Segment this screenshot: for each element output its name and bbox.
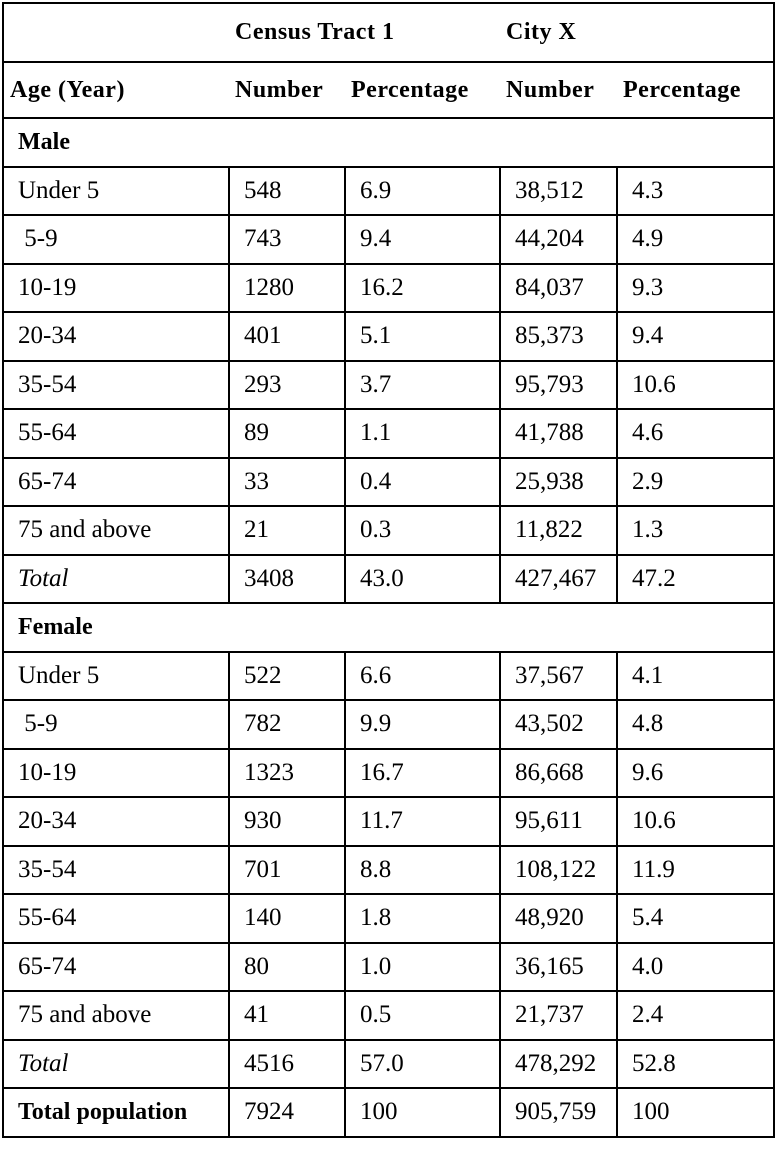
city-number-cell: 36,165 — [500, 943, 617, 992]
city-percentage-cell: 4.9 — [617, 215, 774, 264]
table-row — [3, 991, 774, 1040]
section-total-row — [3, 555, 774, 604]
ct-percentage-cell: 9.9 — [345, 700, 500, 749]
age-group-cell: 55-64 — [3, 894, 229, 943]
ct-percentage-cell: 5.1 — [345, 312, 500, 361]
ct-number-cell: 140 — [229, 894, 345, 943]
city-percentage-cell: 9.6 — [617, 749, 774, 798]
ct-number-cell: 701 — [229, 846, 345, 895]
header-row-groups — [3, 3, 774, 62]
age-group-cell: 65-74 — [3, 458, 229, 507]
city-percentage-cell: 52.8 — [617, 1040, 774, 1089]
section-total-row — [3, 1040, 774, 1089]
ct-number-cell: 522 — [229, 652, 345, 701]
age-group-cell: Under 5 — [3, 652, 229, 701]
city-percentage-cell: 2.9 — [617, 458, 774, 507]
age-group-cell: 10-19 — [3, 264, 229, 313]
ct-number-cell: 41 — [229, 991, 345, 1040]
age-group-cell: 65-74 — [3, 943, 229, 992]
ct-percentage-cell: 16.2 — [345, 264, 500, 313]
table-row — [3, 215, 774, 264]
city-number-cell: 108,122 — [500, 846, 617, 895]
city-number-cell: 905,759 — [500, 1088, 617, 1137]
ct-number-cell: 33 — [229, 458, 345, 507]
city-number-cell: 95,611 — [500, 797, 617, 846]
table-row — [3, 700, 774, 749]
total-population-label: Total population — [3, 1088, 229, 1137]
city-number-cell: 38,512 — [500, 167, 617, 216]
ct-percentage-cell: 3.7 — [345, 361, 500, 410]
city-number-cell: 25,938 — [500, 458, 617, 507]
city-percentage-cell: 2.4 — [617, 991, 774, 1040]
age-group-cell: Total — [3, 555, 229, 604]
city-number-cell: 478,292 — [500, 1040, 617, 1089]
ct-number-cell: 80 — [229, 943, 345, 992]
header-col-ct-percentage: Percentage — [345, 62, 500, 118]
table-row — [3, 506, 774, 555]
ct-number-cell: 89 — [229, 409, 345, 458]
age-group-cell: 10-19 — [3, 749, 229, 798]
ct-percentage-cell: 0.4 — [345, 458, 500, 507]
table-row — [3, 458, 774, 507]
table-row — [3, 797, 774, 846]
city-number-cell: 48,920 — [500, 894, 617, 943]
age-group-cell: 35-54 — [3, 361, 229, 410]
ct-percentage-cell: 1.0 — [345, 943, 500, 992]
section-header-row — [3, 118, 774, 167]
city-percentage-cell: 47.2 — [617, 555, 774, 604]
city-number-cell: 95,793 — [500, 361, 617, 410]
age-group-cell: 75 and above — [3, 991, 229, 1040]
city-number-cell: 21,737 — [500, 991, 617, 1040]
ct-number-cell: 548 — [229, 167, 345, 216]
header-empty-cell — [3, 3, 229, 62]
header-col-ct-number: Number — [229, 62, 345, 118]
age-group-cell: 20-34 — [3, 312, 229, 361]
header-group-census-tract: Census Tract 1 — [229, 3, 500, 62]
age-group-cell: 20-34 — [3, 797, 229, 846]
city-percentage-cell: 4.6 — [617, 409, 774, 458]
city-number-cell: 427,467 — [500, 555, 617, 604]
header-group-city: City X — [500, 3, 774, 62]
ct-percentage-cell: 6.9 — [345, 167, 500, 216]
ct-percentage-cell: 1.8 — [345, 894, 500, 943]
ct-percentage-cell: 57.0 — [345, 1040, 500, 1089]
ct-number-cell: 3408 — [229, 555, 345, 604]
table-row — [3, 652, 774, 701]
city-percentage-cell: 4.3 — [617, 167, 774, 216]
city-percentage-cell: 4.0 — [617, 943, 774, 992]
ct-percentage-cell: 16.7 — [345, 749, 500, 798]
city-number-cell: 84,037 — [500, 264, 617, 313]
ct-percentage-cell: 8.8 — [345, 846, 500, 895]
table-row — [3, 894, 774, 943]
ct-percentage-cell: 100 — [345, 1088, 500, 1137]
header-age-label: Age (Year) — [3, 62, 229, 118]
ct-percentage-cell: 0.3 — [345, 506, 500, 555]
table-row — [3, 361, 774, 410]
city-number-cell: 86,668 — [500, 749, 617, 798]
section-header-row — [3, 603, 774, 652]
age-group-cell: 55-64 — [3, 409, 229, 458]
ct-number-cell: 293 — [229, 361, 345, 410]
city-percentage-cell: 11.9 — [617, 846, 774, 895]
table-row — [3, 312, 774, 361]
age-group-cell: 5-9 — [3, 700, 229, 749]
table-row — [3, 167, 774, 216]
age-group-cell: Total — [3, 1040, 229, 1089]
city-number-cell: 37,567 — [500, 652, 617, 701]
ct-number-cell: 7924 — [229, 1088, 345, 1137]
header-row-columns — [3, 62, 774, 118]
ct-percentage-cell: 11.7 — [345, 797, 500, 846]
city-percentage-cell: 1.3 — [617, 506, 774, 555]
city-percentage-cell: 4.8 — [617, 700, 774, 749]
ct-percentage-cell: 1.1 — [345, 409, 500, 458]
ct-number-cell: 1323 — [229, 749, 345, 798]
ct-percentage-cell: 9.4 — [345, 215, 500, 264]
census-table — [2, 2, 775, 1138]
ct-percentage-cell: 6.6 — [345, 652, 500, 701]
ct-number-cell: 743 — [229, 215, 345, 264]
city-number-cell: 44,204 — [500, 215, 617, 264]
city-percentage-cell: 5.4 — [617, 894, 774, 943]
age-group-cell: 35-54 — [3, 846, 229, 895]
ct-number-cell: 401 — [229, 312, 345, 361]
city-percentage-cell: 100 — [617, 1088, 774, 1137]
header-col-city-number: Number — [500, 62, 617, 118]
ct-percentage-cell: 43.0 — [345, 555, 500, 604]
ct-number-cell: 782 — [229, 700, 345, 749]
ct-number-cell: 1280 — [229, 264, 345, 313]
ct-number-cell: 4516 — [229, 1040, 345, 1089]
city-number-cell: 11,822 — [500, 506, 617, 555]
section-title: Female — [3, 603, 774, 652]
city-number-cell: 41,788 — [500, 409, 617, 458]
city-percentage-cell: 10.6 — [617, 361, 774, 410]
table-body — [3, 3, 774, 1137]
section-title: Male — [3, 118, 774, 167]
total-population-row — [3, 1088, 774, 1137]
table-row — [3, 749, 774, 798]
table-row — [3, 846, 774, 895]
city-percentage-cell: 10.6 — [617, 797, 774, 846]
table-row — [3, 409, 774, 458]
age-group-cell: 75 and above — [3, 506, 229, 555]
ct-number-cell: 21 — [229, 506, 345, 555]
table-row — [3, 943, 774, 992]
header-col-city-percentage: Percentage — [617, 62, 774, 118]
city-percentage-cell: 9.3 — [617, 264, 774, 313]
age-group-cell: Under 5 — [3, 167, 229, 216]
city-number-cell: 85,373 — [500, 312, 617, 361]
city-percentage-cell: 9.4 — [617, 312, 774, 361]
city-number-cell: 43,502 — [500, 700, 617, 749]
city-percentage-cell: 4.1 — [617, 652, 774, 701]
age-group-cell: 5-9 — [3, 215, 229, 264]
ct-number-cell: 930 — [229, 797, 345, 846]
ct-percentage-cell: 0.5 — [345, 991, 500, 1040]
table-row — [3, 264, 774, 313]
